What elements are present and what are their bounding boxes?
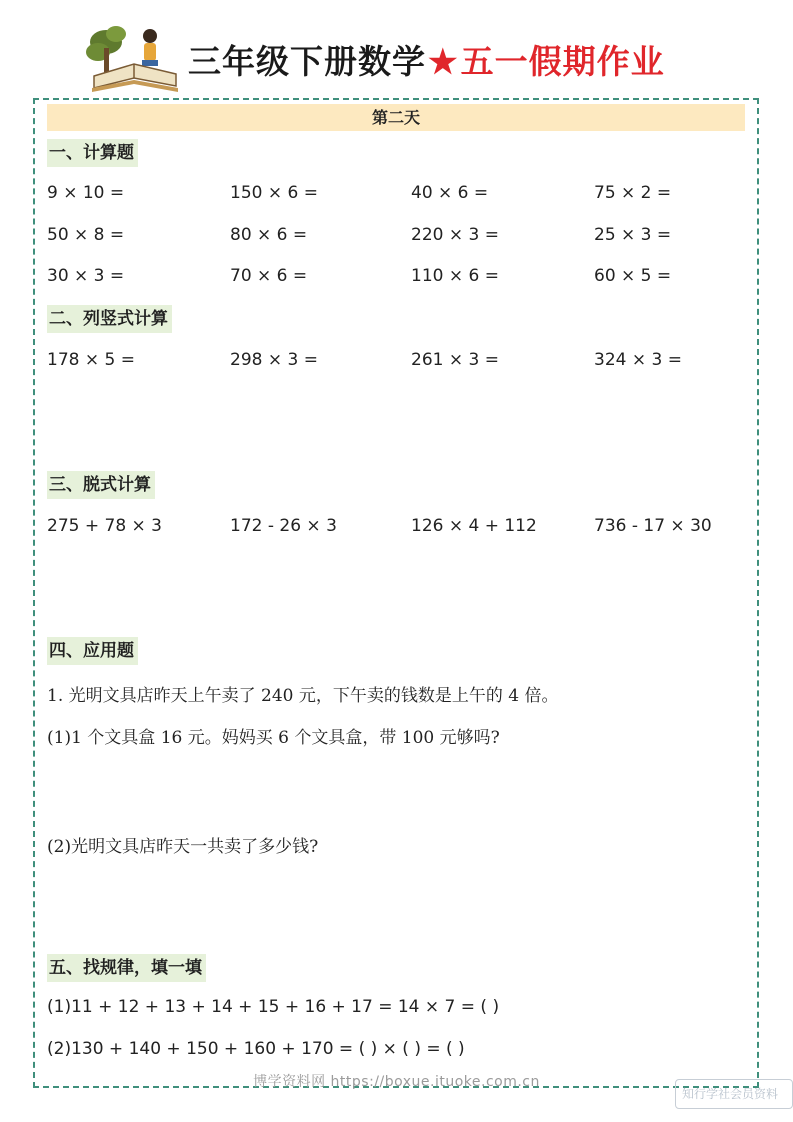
calc-item: 30 × 3 = — [47, 266, 125, 286]
page-header — [0, 0, 793, 96]
footer-watermark: 博学资料网 https://boxue.ituoke.com.cn — [253, 1074, 540, 1090]
title-left: 三年级下册数学 — [188, 42, 426, 81]
calc-item: 25 × 3 = — [594, 225, 672, 245]
step-calc-item: 275 + 78 × 3 — [47, 516, 162, 536]
word-problem-statement: 1. 光明文具店昨天上午卖了 240 元，下午卖的钱数是上午的 4 倍。 — [47, 686, 559, 706]
calc-item: 50 × 8 = — [47, 225, 125, 245]
step-calc-item: 736 - 17 × 30 — [594, 516, 712, 536]
section-heading-step-calc: 三、脱式计算 — [47, 471, 155, 499]
vertical-calc-item: 298 × 3 = — [230, 350, 318, 370]
word-problem-question-2: (2)光明文具店昨天一共卖了多少钱? — [47, 837, 319, 857]
section-heading-vertical-calc: 二、列竖式计算 — [47, 305, 172, 333]
book-reading-illustration-icon — [84, 24, 184, 96]
title-right: 五一假期作业 — [460, 42, 665, 81]
calc-item: 220 × 3 = — [411, 225, 499, 245]
member-stamp: 知行学社会员资料 — [675, 1079, 793, 1109]
calc-item: 60 × 5 = — [594, 266, 672, 286]
calc-item: 80 × 6 = — [230, 225, 308, 245]
calc-item: 75 × 2 = — [594, 183, 672, 203]
vertical-calc-item: 178 × 5 = — [47, 350, 135, 370]
section-heading-word-problems: 四、应用题 — [47, 637, 138, 665]
step-calc-item: 126 × 4 + 112 — [411, 516, 537, 536]
day-banner: 第二天 — [47, 104, 745, 131]
calc-item: 9 × 10 = — [47, 183, 125, 203]
section-heading-calculation: 一、计算题 — [47, 139, 138, 167]
pattern-question-1: (1)11 + 12 + 13 + 14 + 15 + 16 + 17 = 14 × 7 = ( ) — [47, 997, 500, 1017]
star-icon: ★ — [428, 42, 459, 81]
calc-item: 70 × 6 = — [230, 266, 308, 286]
vertical-calc-item: 324 × 3 = — [594, 350, 682, 370]
word-problem-question-1: (1)1 个文具盒 16 元。妈妈买 6 个文具盒，带 100 元够吗? — [47, 728, 500, 748]
pattern-question-2: (2)130 + 140 + 150 + 160 + 170 = ( ) × ( ) = ( ) — [47, 1039, 465, 1059]
page-title — [188, 40, 665, 84]
calc-item: 110 × 6 = — [411, 266, 499, 286]
step-calc-item: 172 - 26 × 3 — [230, 516, 337, 536]
vertical-calc-item: 261 × 3 = — [411, 350, 499, 370]
content-frame — [33, 98, 759, 1088]
section-heading-patterns: 五、找规律，填一填 — [47, 954, 206, 982]
calc-item: 150 × 6 = — [230, 183, 318, 203]
calc-item: 40 × 6 = — [411, 183, 489, 203]
